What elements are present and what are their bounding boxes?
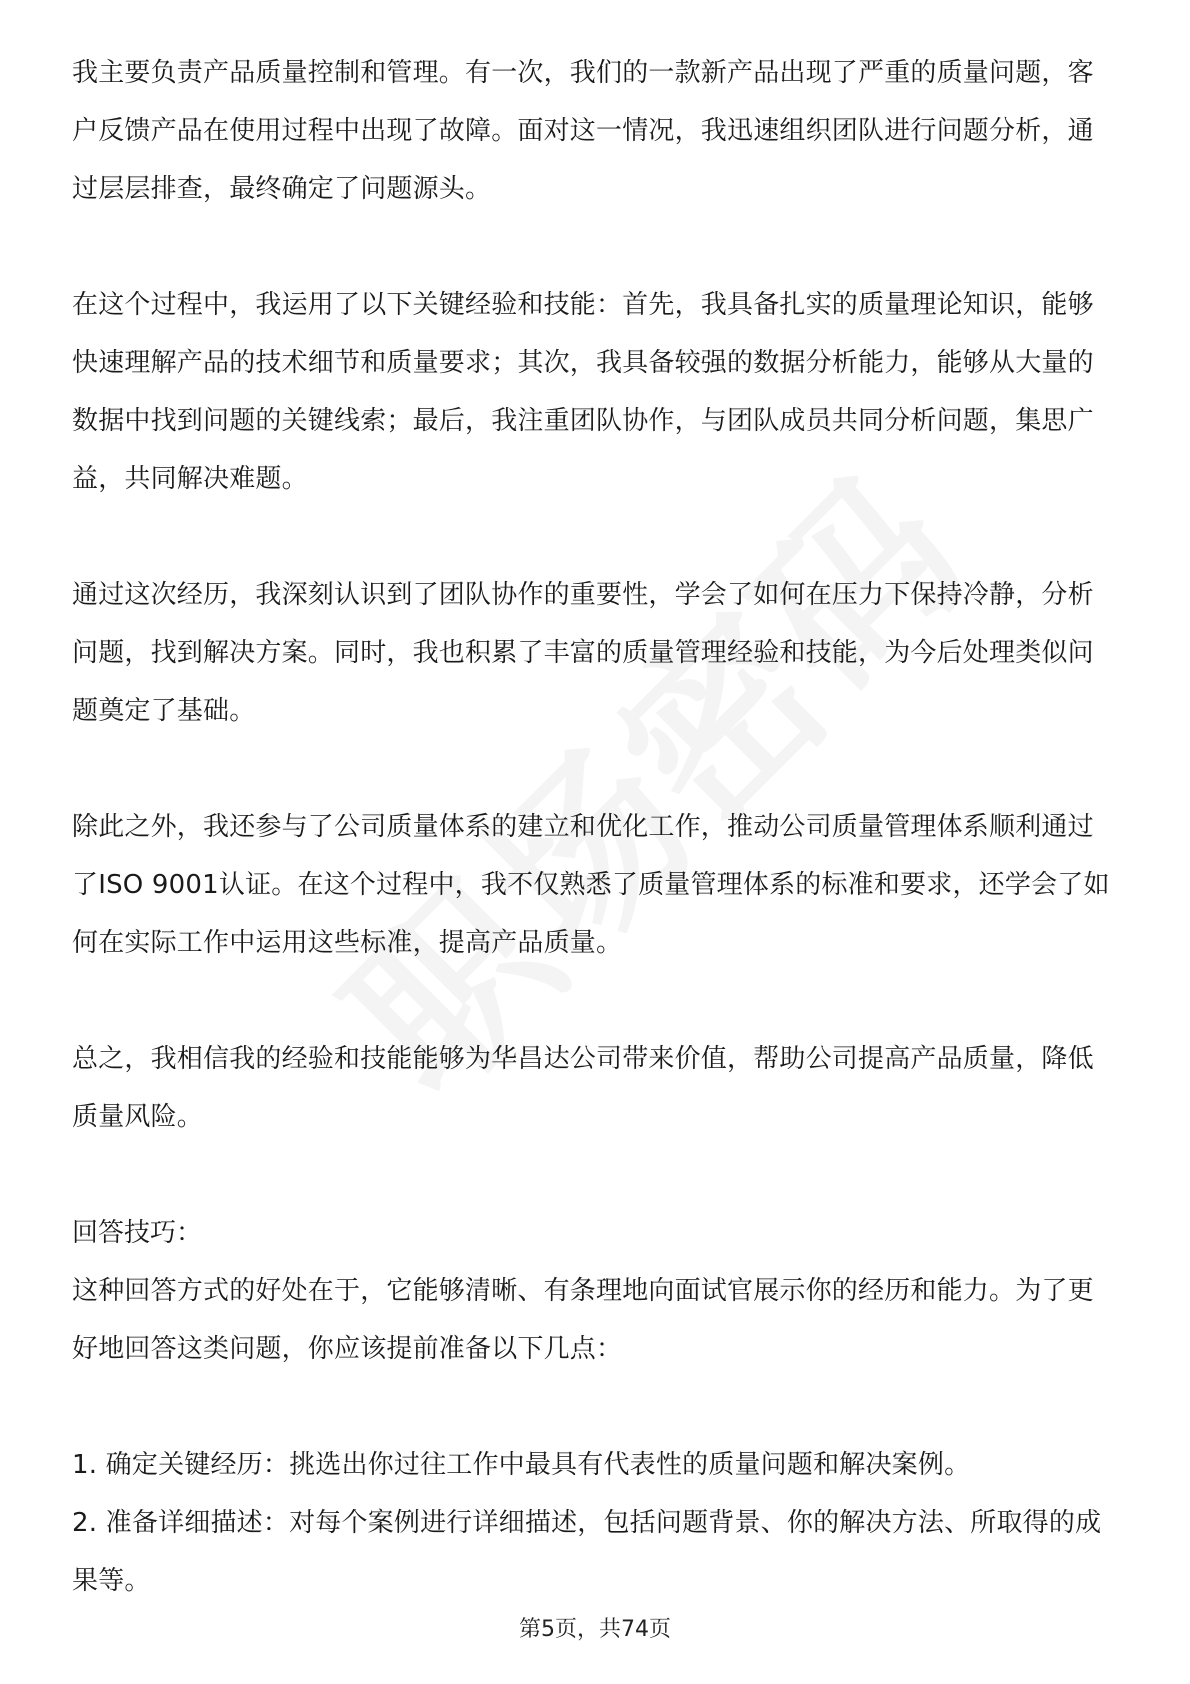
tips-heading: 回答技巧： [72,1218,203,1248]
paragraph-iso: 除此之外，我还参与了公司质量体系的建立和优化工作，推动公司质量管理体系顺利通过了ISO 9001认证。在这个过程中，我不仅熟悉了质量管理体系的标准和要求，还学会了如何在实际工作中运用这些标准，提高产品质量。 [72,812,1110,958]
document-body [72,44,1118,1610]
tips-item: 1. 确定关键经历：挑选出你过往工作中最具有代表性的质量问题和解决案例。 [72,1450,971,1480]
page-number: 第5页，共74页 [519,1617,671,1642]
paragraph-skills: 在这个过程中，我运用了以下关键经验和技能：首先，我具备扎实的质量理论知识，能够快速理解产品的技术细节和质量要求；其次，我具备较强的数据分析能力，能够从大量的数据中找到问题的关键线索；最后，我注重团队协作，与团队成员共同分析问题，集思广益，共同解决难题。 [72,290,1094,494]
paragraph-summary: 总之，我相信我的经验和技能能够为华昌达公司带来价值，帮助公司提高产品质量，降低质量风险。 [72,1044,1094,1132]
tips-item: 2. 准备详细描述：对每个案例进行详细描述，包括问题背景、你的解决方法、所取得的成果等。 [72,1508,1102,1596]
paragraph-experience: 我主要负责产品质量控制和管理。有一次，我们的一款新产品出现了严重的质量问题，客户反馈产品在使用过程中出现了故障。面对这一情况，我迅速组织团队进行问题分析，通过层层排查，最终确定了问题源头。 [72,58,1094,204]
tips-intro: 这种回答方式的好处在于，它能够清晰、有条理地向面试官展示你的经历和能力。为了更好地回答这类问题，你应该提前准备以下几点： [72,1276,1094,1364]
paragraph-lessons: 通过这次经历，我深刻认识到了团队协作的重要性，学会了如何在压力下保持冷静，分析问题，找到解决方案。同时，我也积累了丰富的质量管理经验和技能，为今后处理类似问题奠定了基础。 [72,580,1094,726]
